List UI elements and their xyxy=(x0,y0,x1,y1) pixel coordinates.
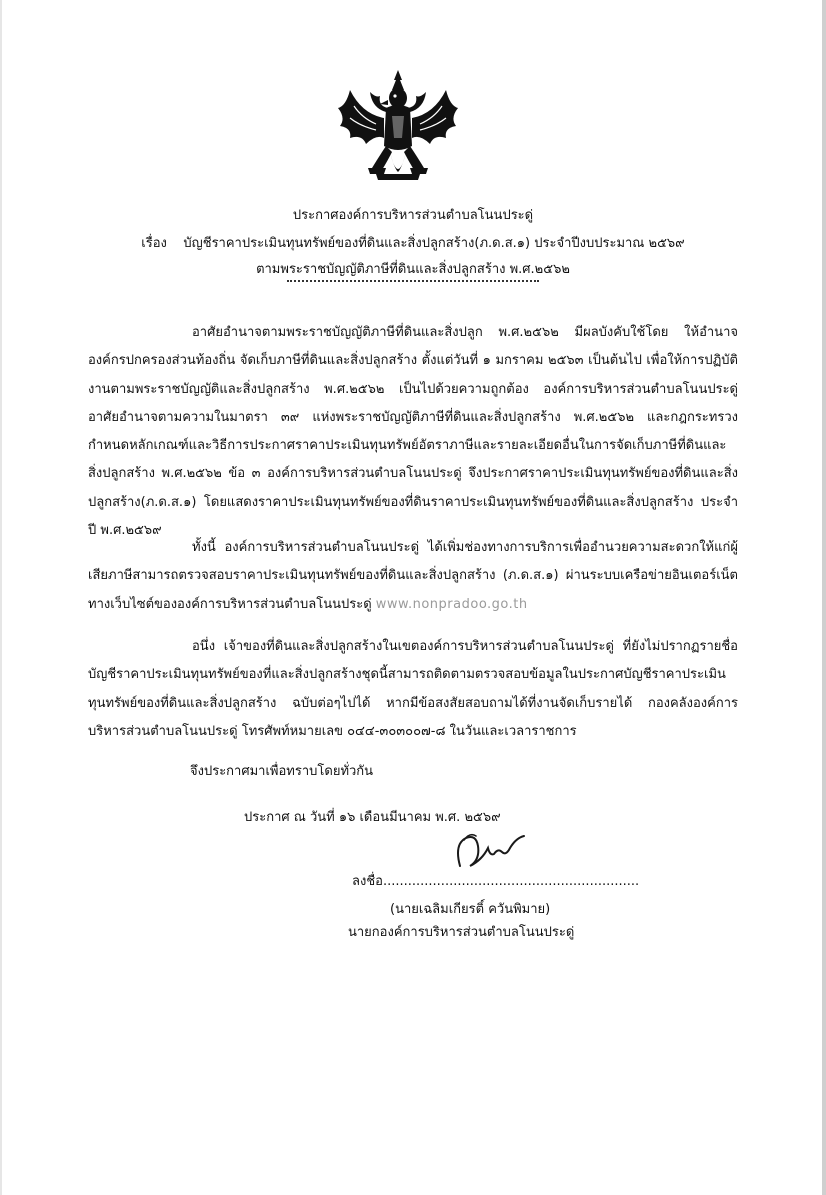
announcement-date: ประกาศ ณ วันที่ ๑๖ เดือนมีนาคม พ.ศ. ๒๕๖๙ xyxy=(244,810,501,825)
paragraph-3-text: อนึ่ง เจ้าของที่ดินและสิ่งปลูกสร้างในเขตองค์การบริหารส่วนตำบลโนนประดู่ ที่ยังไม่ปรากฏรายชื่อบัญชีราคาประเมินทุนทรัพย์ของที่และสิ่งปลูกสร้างชุดนี้สามารถติดตามตรวจสอบข้อมูลในประกาศบัญชีราคาประเมินทุนทรัพย์ของที่ดินและสิ่งปลูกสร้าง ฉบับต่อๆไปได้ หากมีข้อสงสัยสอบถามได้ที่งานจัดเก็บรายได้ กองคลังองค์การบริหารส่วนตำบลโนนประดู่ โทรศัพท์หมายเลข ๐๔๔-๓๐๓๐๐๗-๘ ในวันและเวลาราชการ xyxy=(88,639,738,739)
subject-label: เรื่อง xyxy=(141,236,167,251)
signer-position: นายกองค์การบริหารส่วนตำบลโนนประดู่ xyxy=(348,925,575,940)
page-edge-left xyxy=(0,0,2,1195)
page-edge-right xyxy=(822,0,826,1195)
subject-line-2: ตามพระราชบัญญัติภาษีที่ดินและสิ่งปลูกสร้าง พ.ศ.๒๕๖๒ xyxy=(256,262,570,277)
sign-label: ลงชื่อ xyxy=(352,874,383,889)
paragraph-2-text: ทั้งนี้ องค์การบริหารส่วนตำบลโนนประดู่ ได้เพิ่มช่องทางการบริการเพื่ออำนวยความสะดวกให้แก่ผู้เสียภาษีสามารถตรวจสอบราคาประเมินทุนทรัพย์ของที่ดินและสิ่งปลูกสร้าง (ภ.ด.ส.๑) ผ่านระบบเครือข่ายอินเตอร์เน็ตทางเว็บไซต์ขององค์การบริหารส่วนตำบลโนนประดู่ xyxy=(88,540,738,612)
sign-dots: .............................................................. xyxy=(382,874,640,889)
website-link[interactable]: www.nonpradoo.go.th xyxy=(375,596,528,612)
paragraph-2 xyxy=(88,534,738,619)
subject-line xyxy=(0,232,826,253)
subject-text: บัญชีราคาประเมินทุนทรัพย์ของที่ดินและสิ่งปลูกสร้าง(ภ.ด.ส.๑) ประจำปีงบประมาณ ๒๕๖๙ xyxy=(183,236,685,251)
garuda-emblem-icon xyxy=(332,68,464,190)
handwritten-signature xyxy=(446,826,532,874)
signer-name: (นายเฉลิมเกียรติ์ ควันพิมาย) xyxy=(390,902,551,917)
paragraph-1-text: อาศัยอำนาจตามพระราชบัญญัติภาษีที่ดินและสิ่งปลูก พ.ศ.๒๕๖๒ มีผลบังคับใช้โดย ให้อำนาจองค์กรปกครองส่วนท้องถิ่น จัดเก็บภาษีที่ดินและสิ่งปลูกสร้าง ตั้งแต่วันที่ ๑ มกราคม ๒๕๖๓ เป็นต้นไป เพื่อให้การปฏิบัติงานตามพระราชบัญญัติและสิ่งปลูกสร้าง พ.ศ.๒๕๖๒ เป็นไปด้วยความถูกต้อง องค์การบริหารส่วนตำบลโนนประดู่ อาศัยอำนาจตามความในมาตรา ๓๙ แห่งพระราชบัญญัติภาษีที่ดินและสิ่งปลูกสร้าง พ.ศ.๒๕๖๒ และกฎกระทรวงกำหนดหลักเกณฑ์และวิธีการประกาศราคาประเมินทุนทรัพย์อัตราภาษีและรายละเอียดอื่นในการจัดเก็บภาษีที่ดินและสิ่งปลูกสร้าง พ.ศ.๒๕๖๒ ข้อ ๓ องค์การบริหารส่วนตำบลโนนประดู่ จึงประกาศราคาประเมินทุนทรัพย์ของที่ดินและสิ่งปลูกสร้าง(ภ.ด.ส.๑) โดยแสดงราคาประเมินทุนทรัพย์ของที่ดินราคาประเมินทุนทรัพย์ของที่ดินและสิ่งปลูกสร้าง ประจำปี พ.ศ.๒๕๖๙ xyxy=(88,325,738,539)
signature-line xyxy=(352,870,639,891)
paragraph-1 xyxy=(88,319,738,545)
closing-statement: จึงประกาศมาเพื่อทราบโดยทั่วกัน xyxy=(190,764,374,779)
paragraph-3 xyxy=(88,633,738,746)
header-separator xyxy=(287,280,539,282)
announcement-title: ประกาศองค์การบริหารส่วนตำบลโนนประดู่ xyxy=(292,208,534,223)
